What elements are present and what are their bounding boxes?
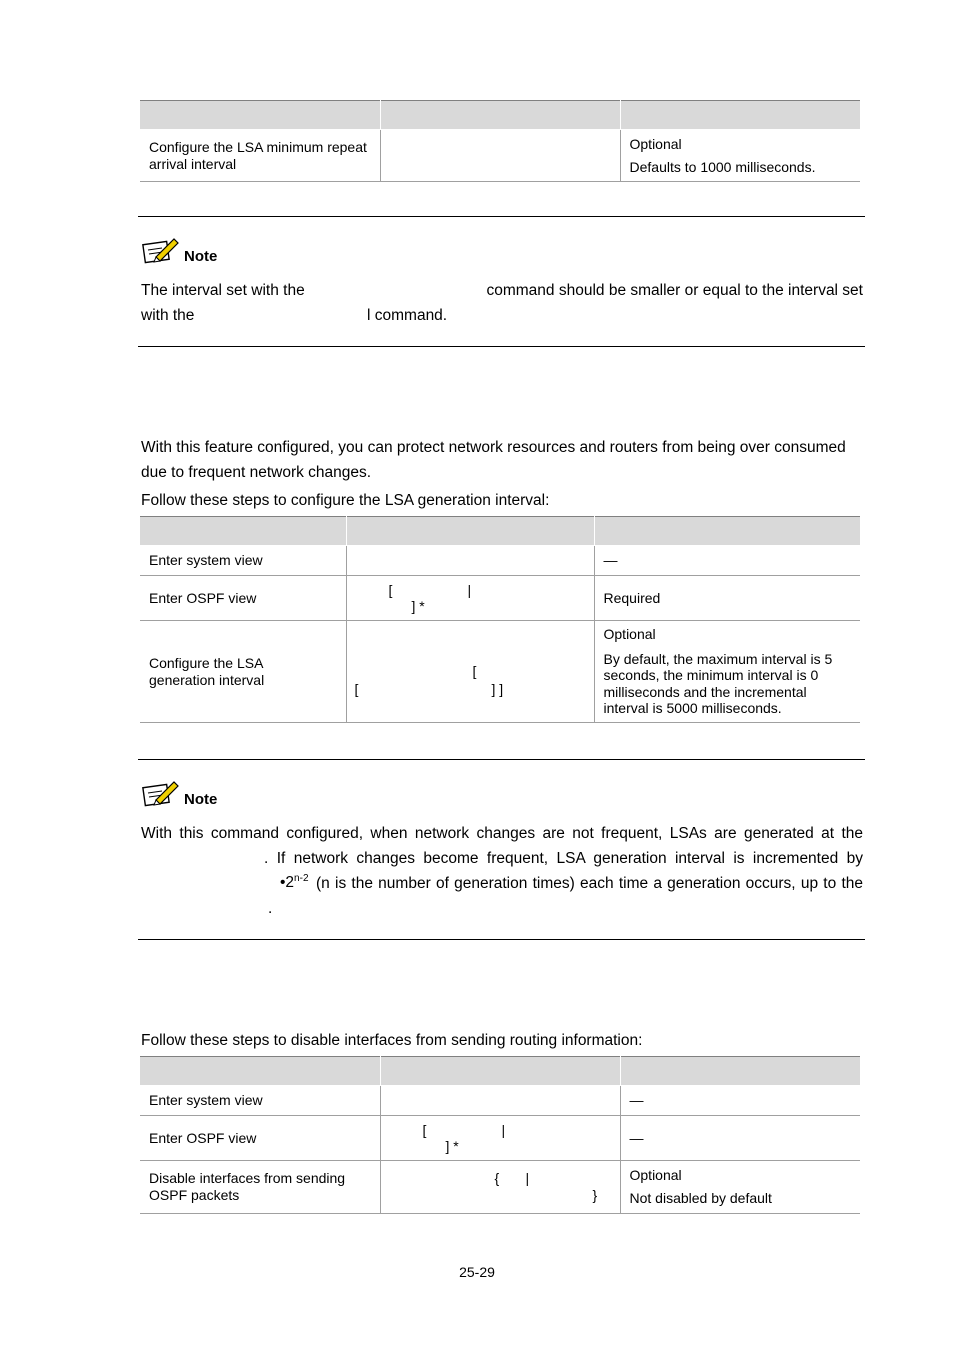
table-row [140, 1086, 860, 1116]
command-cell [346, 546, 594, 576]
note-text-line: with the [141, 307, 195, 324]
table-header-row [140, 101, 860, 130]
task-line: OSPF packets [149, 1187, 240, 1203]
task-cell: Configure the LSA minimum repeat arrival interval [140, 130, 380, 182]
lsa-arrival-table [140, 100, 861, 182]
note-text-line: l command. [367, 307, 448, 324]
task-line: generation interval [149, 671, 265, 688]
command-cell [346, 576, 594, 621]
formula-base: •2 [280, 874, 295, 892]
table-row [140, 546, 860, 576]
task-cell: Enter system view [140, 546, 346, 576]
table-header-row [140, 517, 860, 546]
task-line: Disable interfaces from sending [149, 1170, 346, 1186]
formula-exponent: n-2 [294, 873, 309, 884]
remarks-cell: — [594, 546, 860, 576]
task-cell: Enter OSPF view [140, 1116, 380, 1161]
command-symbol: ] * [411, 598, 425, 614]
table-row [140, 576, 860, 621]
silent-interface-table [140, 1056, 861, 1214]
command-symbol: [ [422, 1122, 427, 1138]
note-text-line: With this command configured, when network changes are not frequent, LSAs are generated at the [141, 825, 863, 842]
task-line: Configure the LSA [149, 654, 264, 671]
intro-line: due to frequent network changes. [141, 464, 372, 481]
steps-intro: Follow these steps to configure the LSA generation interval: [141, 492, 550, 509]
command-symbol: | [525, 1170, 530, 1186]
note-text-line: . [268, 900, 273, 917]
note-text-line: (n is the number of generation times) each time a generation occurs, up to the [316, 875, 863, 892]
command-symbol: ] * [445, 1138, 459, 1154]
command-cell [380, 1116, 620, 1161]
note-label: Note [184, 248, 218, 265]
table-row [140, 130, 860, 182]
command-symbol: } [592, 1187, 598, 1203]
command-symbol: { [494, 1170, 500, 1186]
remarks-line: seconds, the minimum interval is 0 [603, 667, 819, 684]
remarks-line: milliseconds and the incremental [603, 683, 807, 700]
command-symbol: [ [354, 681, 359, 697]
section-intro [141, 435, 863, 485]
table-header-row [140, 1057, 860, 1086]
note-text-line: . If network changes become frequent, LSA generation interval is incremented by [264, 850, 863, 867]
lsa-generation-table [140, 516, 861, 723]
note-block [138, 759, 865, 940]
intro-line: With this feature configured, you can protect network resources and routers from being over consumed [141, 439, 846, 456]
remarks-line: By default, the maximum interval is 5 [603, 650, 833, 667]
steps-intro: Follow these steps to disable interfaces from sending routing information: [141, 1032, 643, 1049]
task-cell [140, 621, 346, 723]
task-cell: Enter system view [140, 1086, 380, 1116]
note-text-line [280, 873, 309, 892]
note-pencil-icon [142, 778, 180, 808]
note-header [142, 235, 217, 265]
command-symbol: [ [388, 582, 393, 598]
remarks-cell: — [620, 1116, 860, 1161]
table-row [140, 1161, 860, 1214]
note-block [138, 216, 865, 347]
remarks-optional: Optional [603, 626, 656, 643]
remarks-line: interval is 5000 milliseconds. [603, 700, 782, 717]
command-symbol: ] ] [491, 681, 504, 697]
note-pencil-icon [142, 235, 180, 265]
page-number: 25-29 [459, 1264, 495, 1280]
remarks-optional: Optional [629, 1167, 682, 1183]
command-cell [380, 1161, 620, 1214]
remarks-cell: Required [594, 576, 860, 621]
remarks-cell: — [620, 1086, 860, 1116]
note-text-line: command should be smaller or equal to the interval set [486, 282, 863, 299]
remarks-default: Defaults to 1000 milliseconds. [629, 158, 816, 175]
command-cell [380, 1086, 620, 1116]
note-header [142, 778, 217, 808]
remarks-default: Not disabled by default [629, 1190, 772, 1206]
task-cell: Enter OSPF view [140, 576, 346, 621]
command-cell [380, 130, 620, 182]
remarks-cell [594, 621, 860, 723]
remarks-cell [620, 1161, 860, 1214]
remarks-optional: Optional [629, 135, 682, 152]
table-row [140, 621, 860, 723]
task-cell [140, 1161, 380, 1214]
command-symbol: | [467, 582, 472, 598]
note-text-line: The interval set with the [141, 282, 305, 299]
command-cell [346, 621, 594, 723]
command-symbol: | [501, 1122, 506, 1138]
command-symbol: [ [472, 663, 477, 679]
remarks-cell [620, 130, 860, 182]
table-row [140, 1116, 860, 1161]
note-label: Note [184, 791, 218, 808]
